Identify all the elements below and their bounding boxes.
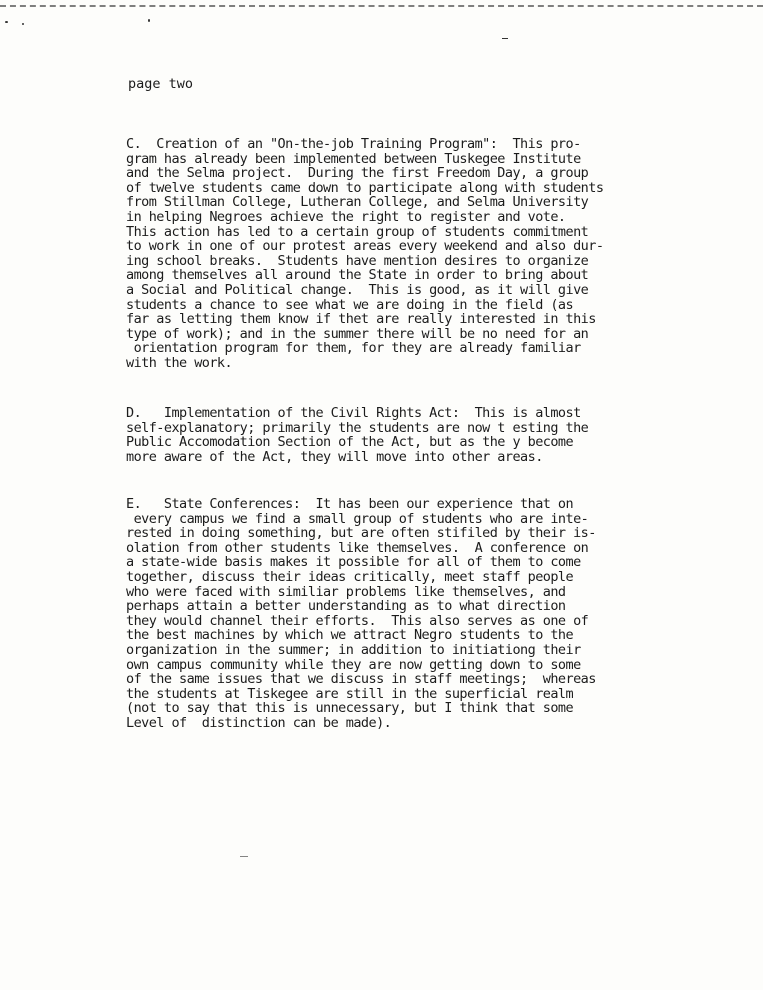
text-line: a Social and Political change. This is good, as it will give bbox=[126, 281, 589, 298]
scan-speck bbox=[240, 856, 248, 857]
text-line: type of work); and in the summer there will be no need for an bbox=[126, 325, 589, 342]
text-line: more aware of the Act, they will move into other areas. bbox=[126, 448, 543, 465]
text-line: in helping Negroes achieve the right to register and vote. bbox=[126, 208, 566, 225]
scan-speck bbox=[22, 23, 24, 25]
text-line: among themselves all around the State in order to bring about bbox=[126, 267, 589, 284]
text-line: self-explanatory; primarily the students are now t esting the bbox=[126, 419, 589, 436]
top-edge-rule bbox=[0, 0, 763, 7]
scan-speck bbox=[148, 19, 150, 22]
text-line: E. State Conferences: It has been our experience that on bbox=[126, 496, 574, 512]
text-line: Public Accomodation Section of the Act, but as the y become bbox=[126, 434, 574, 451]
text-line: far as letting them know if thet are really interested in this bbox=[126, 311, 596, 328]
text-line: orientation program for them, for they are already familiar bbox=[126, 340, 581, 357]
text-line: organization in the summer; in addition to initiationg their bbox=[126, 641, 581, 658]
text-line: together, discuss their ideas critically, meet staff people bbox=[126, 568, 574, 585]
text-line: they would channel their efforts. This also serves as one of bbox=[126, 612, 589, 629]
section-e-state-conferences bbox=[126, 497, 596, 731]
text-line: Level of distinction can be made). bbox=[126, 714, 392, 731]
section-c-on-the-job-training bbox=[126, 137, 603, 371]
text-line: a state-wide basis makes it possible for all of them to come bbox=[126, 554, 581, 571]
page-label: page two bbox=[128, 76, 194, 92]
text-line: This action has led to a certain group of students commitment bbox=[126, 223, 589, 240]
text-line: olation from other students like themselves. A conference on bbox=[126, 539, 589, 556]
text-line: rested in doing something, but are often stifiled by their is- bbox=[126, 525, 596, 542]
text-line: perhaps attain a better understanding as to what direction bbox=[126, 598, 566, 615]
text-line: (not to say that this is unnecessary, but I think that some bbox=[126, 700, 574, 717]
scan-speck bbox=[502, 38, 508, 39]
scan-speck bbox=[5, 21, 8, 23]
text-line: D. Implementation of the Civil Rights Act: This is almost bbox=[126, 405, 581, 421]
text-line: ing school breaks. Students have mention desires to organize bbox=[126, 252, 589, 269]
text-line: of twelve students came down to participate along with students bbox=[126, 179, 604, 196]
text-line: who were faced with similiar problems like themselves, and bbox=[126, 583, 566, 600]
text-line: C. Creation of an "On-the-job Training Program": This pro- bbox=[126, 136, 581, 152]
text-line: gram has already been implemented between Tuskegee Institute bbox=[126, 150, 581, 167]
text-line: and the Selma project. During the first Freedom Day, a group bbox=[126, 165, 589, 182]
text-line: of the same issues that we discuss in staff meetings; whereas bbox=[126, 671, 596, 688]
text-line: own campus community while they are now getting down to some bbox=[126, 656, 581, 673]
text-line: students a chance to see what we are doing in the field (as bbox=[126, 296, 574, 313]
text-line: the students at Tiskegee are still in the superficial realm bbox=[126, 685, 574, 702]
text-line: to work in one of our protest areas every weekend and also dur- bbox=[126, 238, 604, 255]
text-line: with the work. bbox=[126, 354, 233, 371]
section-d-civil-rights-act bbox=[126, 406, 588, 464]
text-line: the best machines by which we attract Negro students to the bbox=[126, 627, 574, 644]
text-line: from Stillman College, Lutheran College, and Selma University bbox=[126, 194, 589, 211]
text-line: every campus we find a small group of students who are inte- bbox=[126, 510, 589, 527]
